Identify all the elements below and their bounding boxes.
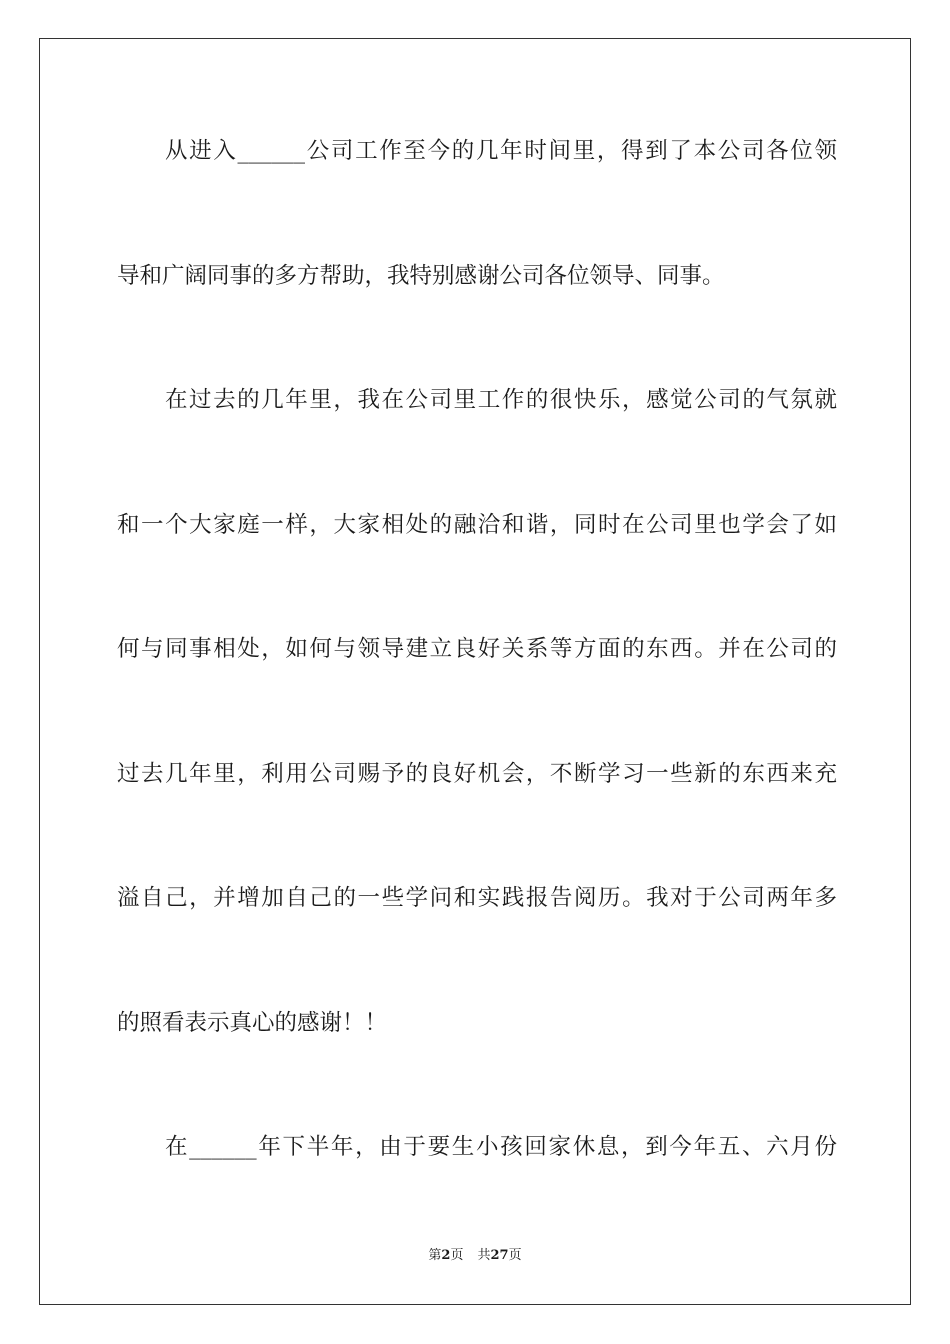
page-border (39, 38, 911, 1305)
total-pages-number: 27 (490, 1248, 509, 1263)
paragraph-2-line-4: 过去几年里，利用公司赐予的良好机会，不断学习一些新的东西来充 (117, 761, 837, 787)
paragraph-2-line-5: 溢自己，并增加自己的一些学问和实践报告阅历。我对于公司两年多 (117, 885, 837, 911)
paragraph-1-line-2: 导和广阔同事的多方帮助，我特别感谢公司各位领导、同事。 (117, 263, 725, 289)
paragraph-1-line-1: 从进入______公司工作至今的几年时间里，得到了本公司各位领 (165, 138, 837, 164)
page-footer (0, 1247, 950, 1265)
page-label-prefix: 第 (428, 1248, 442, 1263)
paragraph-2-line-1: 在过去的几年里，我在公司里工作的很快乐，感觉公司的气氛就 (165, 387, 837, 413)
paragraph-2-line-3: 何与同事相处，如何与领导建立良好关系等方面的东西。并在公司的 (117, 636, 837, 662)
paragraph-2-line-6: 的照看表示真心的感谢！！ (117, 1010, 388, 1036)
page-label-suffix: 页 (450, 1248, 464, 1263)
paragraph-2-line-2: 和一个大家庭一样，大家相处的融洽和谐，同时在公司里也学会了如 (117, 512, 837, 538)
total-label-prefix: 共 (477, 1248, 491, 1263)
paragraph-3-line-1: 在______年下半年，由于要生小孩回家休息，到今年五、六月份 (165, 1134, 837, 1160)
total-label-suffix: 页 (508, 1248, 522, 1263)
current-page-number: 2 (441, 1248, 451, 1263)
